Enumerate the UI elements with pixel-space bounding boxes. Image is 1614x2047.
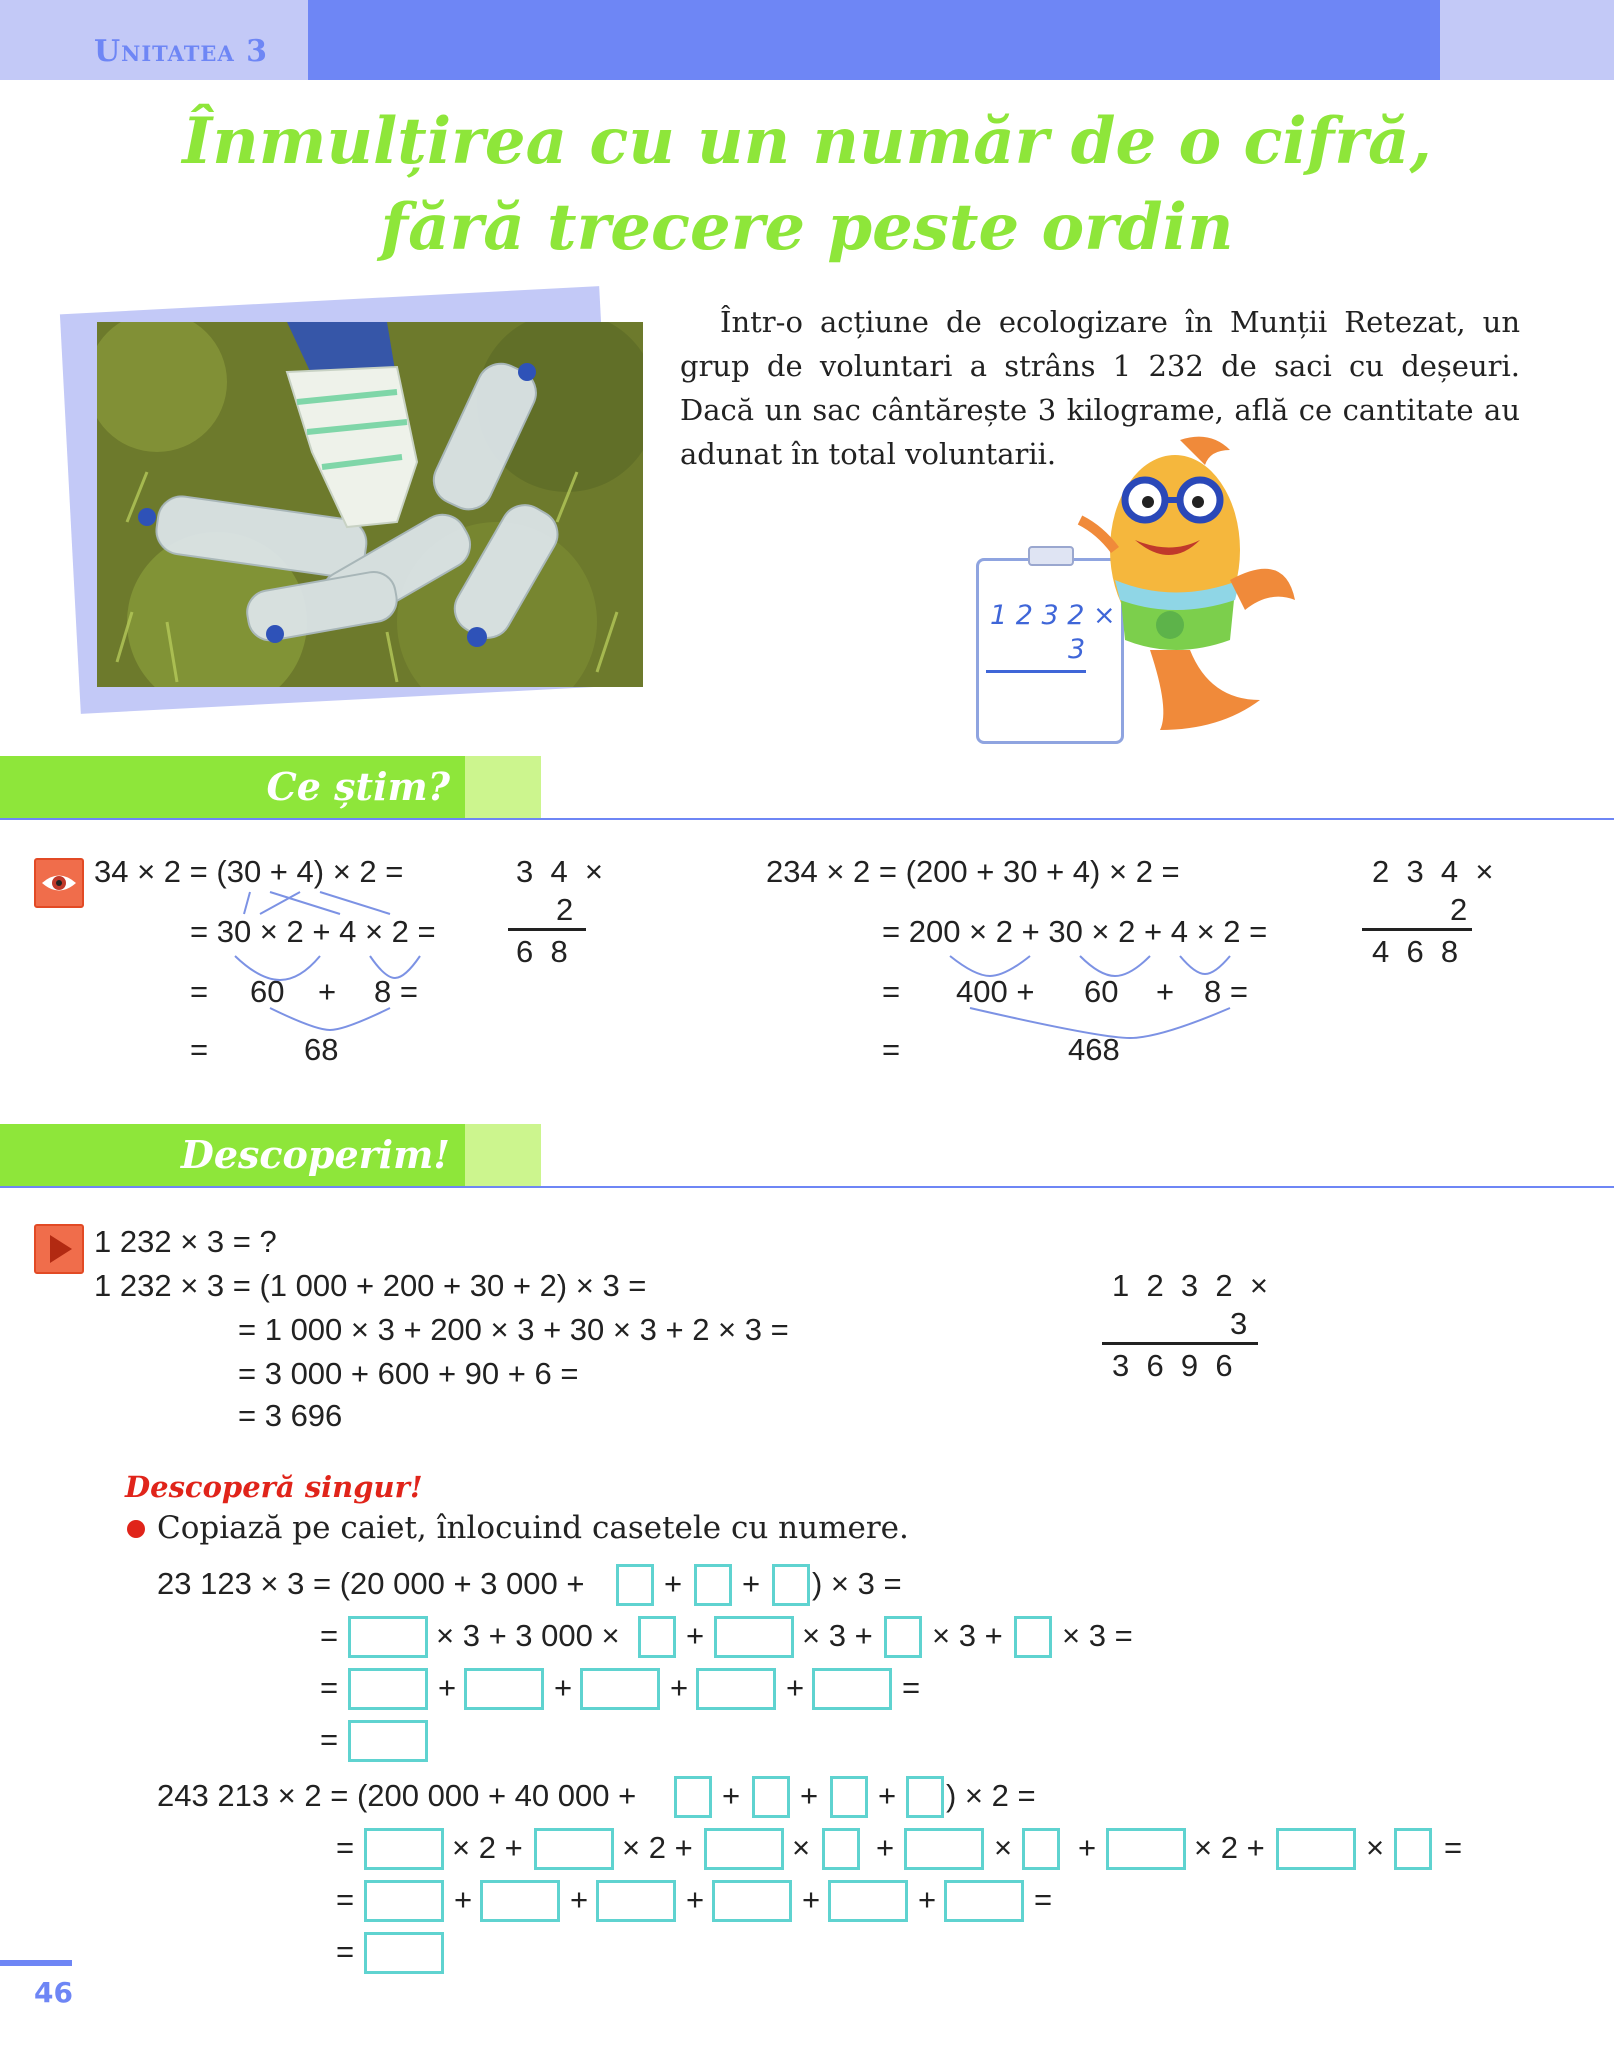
answer-box[interactable] [1022, 1828, 1060, 1870]
ex2-column-rule [1362, 928, 1472, 931]
ex1-line2: = 30 × 2 + 4 × 2 = [190, 914, 436, 949]
plus-sign: + [670, 1670, 689, 1705]
disc-line2: 1 232 × 3 = (1 000 + 200 + 30 + 2) × 3 = [94, 1268, 647, 1303]
ex1-line3-plus: + [318, 974, 337, 1009]
e2-line1-start: 243 213 × 2 = (200 000 + 40 000 + [157, 1778, 637, 1813]
plus-sign: + [664, 1566, 683, 1601]
plus-sign: + [742, 1566, 761, 1601]
photo-plastic-bottles [97, 322, 643, 687]
times-3-end-text: × 3 = [1062, 1618, 1133, 1653]
answer-box[interactable] [772, 1564, 810, 1606]
ex2-line3-c: 8 = [1204, 974, 1248, 1009]
plus-sign: + [570, 1882, 589, 1917]
plus-sign: + [918, 1882, 937, 1917]
answer-box[interactable] [828, 1880, 908, 1922]
answer-box[interactable] [580, 1668, 660, 1710]
times-3-3000-text: × 3 + 3 000 × [436, 1618, 620, 1653]
answer-box[interactable] [674, 1776, 712, 1818]
plus-sign: + [876, 1830, 895, 1865]
equals-sign: = [902, 1670, 921, 1705]
equals-sign: = [320, 1722, 339, 1757]
answer-box[interactable] [714, 1616, 794, 1658]
section-rule [0, 818, 1614, 820]
answer-box[interactable] [696, 1668, 776, 1710]
answer-box[interactable] [1106, 1828, 1186, 1870]
bullet-icon [127, 1520, 145, 1538]
problem-statement: Într-o acțiune de ecologizare în Munții Retezat, un grup de voluntari a strâns 1 232 de saci cu deșeuri. Dacă un sac cântărește 3 kilograme, află ce cantitate au adunat în total voluntarii. [680, 305, 1520, 471]
header-band-center [308, 0, 1440, 80]
page-number: 46 [34, 1976, 73, 2009]
eye-icon [34, 858, 84, 908]
answer-box[interactable] [348, 1668, 428, 1710]
answer-box[interactable] [638, 1616, 676, 1658]
ex2-column-multiplier: 2 [1450, 892, 1468, 927]
ex2-line3-plus: + [1156, 974, 1175, 1009]
equals-sign: = [320, 1670, 339, 1705]
answer-box[interactable] [1394, 1828, 1432, 1870]
answer-box[interactable] [534, 1828, 614, 1870]
answer-box[interactable] [364, 1932, 444, 1974]
ex1-line1: 34 × 2 = (30 + 4) × 2 = [94, 854, 404, 889]
answer-box[interactable] [694, 1564, 732, 1606]
answer-box[interactable] [1014, 1616, 1052, 1658]
ex1-column-top: 3 4 × [516, 854, 604, 889]
play-icon [34, 1224, 84, 1274]
instruction-text: Copiază pe caiet, înlocuind casetele cu numere. [157, 1510, 909, 1546]
times-2-plus-text: × 2 + [1194, 1830, 1265, 1865]
unit-label: Unitatea 3 [94, 34, 269, 69]
plus-sign: + [554, 1670, 573, 1705]
plus-sign: + [878, 1778, 897, 1813]
plus-sign: + [786, 1670, 805, 1705]
section-title-descoperim: Descoperim! [180, 1132, 450, 1177]
answer-box[interactable] [464, 1668, 544, 1710]
answer-box[interactable] [364, 1828, 444, 1870]
equals-sign: = [336, 1882, 355, 1917]
section-title-ce-stim: Ce știm? [266, 764, 450, 809]
clipboard-line1: 1 2 3 2 × [990, 600, 1116, 631]
times-2-plus-text: × 2 + [622, 1830, 693, 1865]
answer-box[interactable] [704, 1828, 784, 1870]
answer-box[interactable] [884, 1616, 922, 1658]
answer-box[interactable] [904, 1828, 984, 1870]
ex2-column-result: 4 6 8 [1372, 934, 1459, 969]
ex1-line3-eq: = [190, 974, 209, 1009]
answer-box[interactable] [596, 1880, 676, 1922]
ex2-line2: = 200 × 2 + 30 × 2 + 4 × 2 = [882, 914, 1268, 949]
page-number-rule [0, 1960, 72, 1966]
times-3-plus-text: × 3 + [932, 1618, 1003, 1653]
disc-column-result: 3 6 9 6 [1112, 1348, 1233, 1383]
ex2-line3-a: 400 + [956, 974, 1035, 1009]
plus-sign: + [722, 1778, 741, 1813]
answer-box[interactable] [822, 1828, 860, 1870]
ex1-line4-eq: = [190, 1032, 209, 1067]
ex1-line3-a: 60 [250, 974, 285, 1009]
e2-line1-close: ) × 2 = [946, 1778, 1036, 1813]
times-2-plus-text: × 2 + [452, 1830, 523, 1865]
ex1-column-multiplier: 2 [556, 892, 574, 927]
section-rule [0, 1186, 1614, 1188]
answer-box[interactable] [712, 1880, 792, 1922]
plus-sign: + [686, 1618, 705, 1653]
ex2-column-top: 2 3 4 × [1372, 854, 1494, 889]
times-sign: × [792, 1830, 811, 1865]
ex1-distribution-arrows [220, 888, 460, 1038]
plus-sign: + [802, 1882, 821, 1917]
times-sign: × [1366, 1830, 1385, 1865]
ex1-column-rule [508, 928, 586, 931]
clipboard-line2: 3 [1068, 634, 1086, 665]
answer-box[interactable] [348, 1720, 428, 1762]
ex2-distribution-arrows [930, 952, 1270, 1042]
answer-box[interactable] [906, 1776, 944, 1818]
ex1-column-result: 6 8 [516, 934, 568, 969]
e1-line1-close: ) × 3 = [812, 1566, 902, 1601]
disc-column-rule [1102, 1342, 1258, 1345]
times-3-plus-text: × 3 + [802, 1618, 873, 1653]
lesson-title-line1: Înmulțirea cu un număr de o cifră, [182, 104, 1432, 179]
ex2-line4-result: 468 [1068, 1032, 1120, 1067]
disc-line5: = 3 696 [238, 1398, 343, 1433]
discover-alone-heading: Descoperă singur! [125, 1470, 423, 1504]
lesson-title-line2: fără trecere peste ordin [380, 190, 1234, 265]
answer-box[interactable] [812, 1668, 892, 1710]
plus-sign: + [1078, 1830, 1097, 1865]
fish-mascot-icon [1060, 430, 1310, 750]
times-sign: × [994, 1830, 1013, 1865]
disc-column-multiplier: 3 [1230, 1306, 1248, 1341]
equals-sign: = [336, 1830, 355, 1865]
equals-sign: = [336, 1934, 355, 1969]
ex1-line3-b: 8 = [374, 974, 418, 1009]
ex1-line4-result: 68 [304, 1032, 339, 1067]
ex2-line1: 234 × 2 = (200 + 30 + 4) × 2 = [766, 854, 1180, 889]
equals-sign: = [320, 1618, 339, 1653]
disc-line1: 1 232 × 3 = ? [94, 1224, 277, 1259]
plus-sign: + [454, 1882, 473, 1917]
answer-box[interactable] [348, 1616, 428, 1658]
header-band-right [1440, 0, 1614, 80]
answer-box[interactable] [364, 1880, 444, 1922]
plus-sign: + [800, 1778, 819, 1813]
section-banner-tail [465, 756, 541, 820]
answer-box[interactable] [830, 1776, 868, 1818]
disc-column-top: 1 2 3 2 × [1112, 1268, 1268, 1303]
answer-box[interactable] [616, 1564, 654, 1606]
section-banner-tail [465, 1124, 541, 1188]
equals-sign: = [1444, 1830, 1463, 1865]
equals-sign: = [1034, 1882, 1053, 1917]
answer-box[interactable] [1276, 1828, 1356, 1870]
ex2-line4-eq: = [882, 1032, 901, 1067]
answer-box[interactable] [752, 1776, 790, 1818]
plus-sign: + [686, 1882, 705, 1917]
answer-box[interactable] [480, 1880, 560, 1922]
e1-line1-start: 23 123 × 3 = (20 000 + 3 000 + [157, 1566, 585, 1601]
disc-line4: = 3 000 + 600 + 90 + 6 = [238, 1356, 579, 1391]
plus-sign: + [438, 1670, 457, 1705]
ex2-line3-b: 60 [1084, 974, 1119, 1009]
disc-line3: = 1 000 × 3 + 200 × 3 + 30 × 3 + 2 × 3 = [238, 1312, 789, 1347]
ex2-line3-eq: = [882, 974, 901, 1009]
answer-box[interactable] [944, 1880, 1024, 1922]
